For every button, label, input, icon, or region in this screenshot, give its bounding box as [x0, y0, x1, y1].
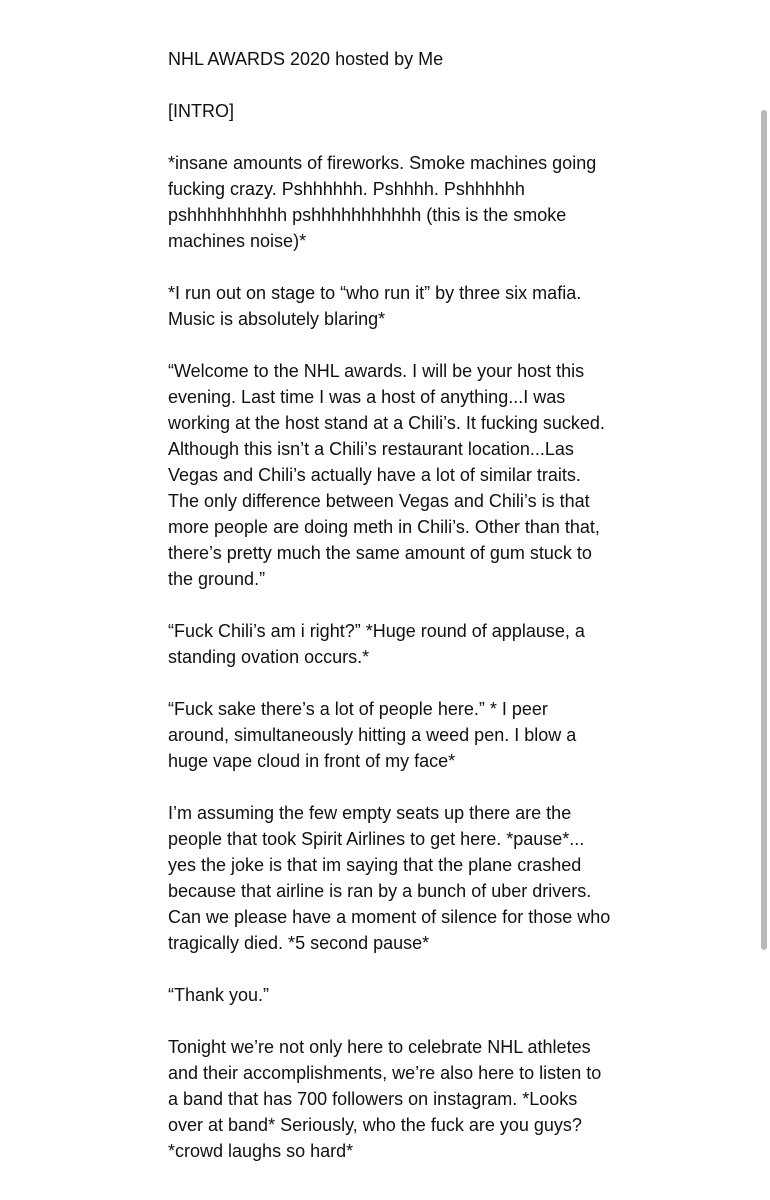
paragraph: “Fuck sake there’s a lot of people here.” * I peer around, simultaneously hitting a weed pen. I blow a huge vape cloud in front of my face*	[168, 699, 577, 771]
section-heading-intro: [INTRO]	[168, 101, 234, 121]
paragraph: Tonight we’re not only here to celebrate NHL athletes and their accomplishments, we’re also here to listen to a band that has 700 followers on instagram. *Looks over at band* Seriously, who the fuck are you guys? *crowd laughs so hard*	[168, 1037, 602, 1161]
paragraph: “Fuck Chili’s am i right?” *Huge round of applause, a standing ovation occurs.*	[168, 621, 585, 667]
document-title: NHL AWARDS 2020 hosted by Me	[168, 49, 444, 69]
document-body	[168, 46, 613, 1190]
vertical-scrollbar[interactable]	[760, 110, 770, 970]
paragraph: “Welcome to the NHL awards. I will be your host this evening. Last time I was a host of anything...I was working at the host stand at a Chili’s. It fucking sucked. Although this isn’t a Chili’s restaurant location...Las Vegas and Chili’s actually have a lot of similar traits. The only difference between Vegas and Chili’s is that more people are doing meth in Chili’s. Other than that, there’s pretty much the same amount of gum stuck to the ground.”	[168, 361, 605, 589]
paragraph: *insane amounts of fireworks. Smoke machines going fucking crazy. Pshhhhhh. Pshhhh. Pshhhhhh pshhhhhhhhhh pshhhhhhhhhhh (this is the smoke machines noise)*	[168, 153, 597, 251]
scrollbar-thumb[interactable]	[761, 110, 767, 950]
paragraph: *I run out on stage to “who run it” by three six mafia. Music is absolutely blaring*	[168, 283, 582, 329]
paragraph: “Thank you.”	[168, 985, 270, 1005]
paragraph: I’m assuming the few empty seats up there are the people that took Spirit Airlines to get here. *pause*... yes the joke is that im saying that the plane crashed because that airline is ran by a bunch of uber drivers. Can we please have a moment of silence for those who tragically died. *5 second pause*	[168, 803, 611, 953]
